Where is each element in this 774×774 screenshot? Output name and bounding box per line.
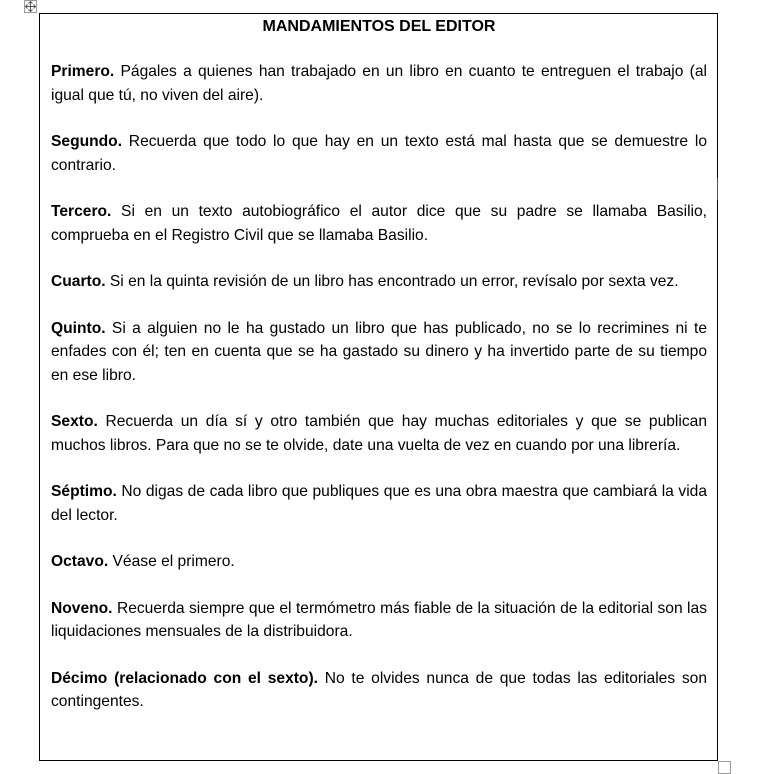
commandment-ordinal: Segundo.: [51, 133, 123, 150]
document-title: MANDAMIENTOS DEL EDITOR: [262, 18, 496, 35]
commandment-decimo: [51, 667, 707, 714]
commandment-tercero: [51, 200, 707, 247]
commandment-cuarto: [51, 270, 707, 294]
commandment-text: Recuerda siempre que el termómetro más fiable de la situación de la editorial son las liquidaciones mensuales de la distribuidora.: [51, 599, 707, 640]
commandment-noveno: [51, 597, 707, 644]
commandment-sexto: [51, 410, 707, 457]
commandment-ordinal: Cuarto.: [51, 273, 106, 290]
commandment-primero: [51, 60, 707, 107]
commandment-text: Si en un texto autobiográfico el autor dice que su padre se llamaba Basilio, comprueba en el Registro Civil que se llamaba Basilio.: [51, 203, 707, 244]
move-arrows-icon: [25, 1, 36, 12]
commandment-text: Si a alguien no le ha gustado un libro que has publicado, no se lo recrimines ni te enfades con él; ten en cuenta que se ha gastado su dinero y ha invertido parte de su tiempo en ese libro.: [51, 319, 707, 384]
commandment-septimo: [51, 480, 707, 527]
commandment-text: No digas de cada libro que publiques que es una obra maestra que cambiará la vida del lector.: [51, 483, 707, 524]
commandment-text: No te olvides nunca de que todas las editoriales son contingentes.: [51, 669, 708, 710]
commandment-ordinal: Noveno.: [51, 599, 113, 617]
commandment-text: Si en la quinta revisión de un libro has encontrado un error, revísalo por sexta vez.: [105, 273, 679, 290]
commandment-text: Págales a quienes han trabajado en un libro en cuanto te entreguen el trabajo (al igual que tú, no viven del aire).: [51, 63, 707, 104]
commandment-text: Recuerda un día sí y otro también que hay muchas editoriales y que se publican muchos libros. Para que no se te olvide, date una vuelta de vez en cuando por una librería.: [51, 413, 707, 454]
commandment-ordinal: Sexto.: [51, 413, 98, 430]
table-resize-handle[interactable]: [718, 761, 731, 774]
commandment-ordinal: Séptimo.: [51, 483, 117, 500]
commandment-ordinal: Tercero.: [51, 203, 112, 220]
commandment-ordinal: Décimo (relacionado con el sexto).: [51, 669, 318, 687]
commandment-ordinal: Primero.: [51, 63, 115, 80]
document-table-cell[interactable]: [39, 13, 718, 761]
commandment-text: Véase el primero.: [108, 553, 235, 570]
commandment-segundo: [51, 130, 707, 177]
commandment-octavo: [51, 550, 707, 574]
commandment-ordinal: Octavo.: [51, 553, 109, 570]
text-cursor: [717, 178, 718, 200]
commandment-text: Recuerda que todo lo que hay en un texto está mal hasta que se demuestre lo contrario.: [51, 133, 707, 174]
commandment-quinto: [51, 317, 707, 388]
table-move-handle[interactable]: [24, 0, 37, 13]
commandment-ordinal: Quinto.: [51, 319, 106, 337]
